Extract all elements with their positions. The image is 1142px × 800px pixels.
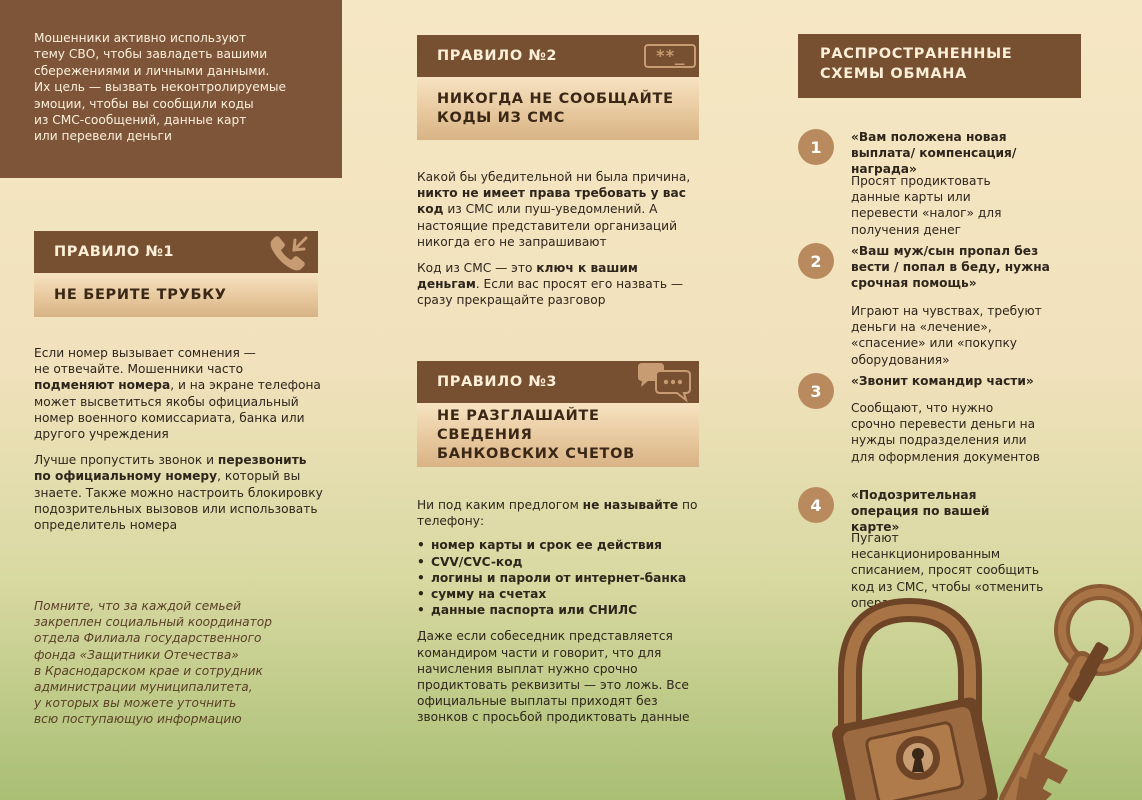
rule3-text bbox=[417, 497, 699, 736]
number-text: 2 bbox=[810, 251, 822, 271]
number-text: 3 bbox=[810, 381, 822, 401]
intro-line: Их цель — вызвать неконтролируемые bbox=[34, 80, 287, 95]
number-text: 4 bbox=[810, 495, 822, 515]
text: Какой бы убедительной ни была причина, bbox=[417, 170, 691, 184]
rule3-title-line: НЕ РАЗГЛАШАЙТЕ СВЕДЕНИЯ bbox=[437, 407, 600, 443]
intro-line: тему СВО, чтобы завладеть вашими bbox=[34, 47, 268, 62]
coordinator-note bbox=[34, 598, 334, 728]
rule2-title-line: КОДЫ ИЗ СМС bbox=[437, 109, 566, 126]
rule3-title bbox=[417, 403, 699, 467]
note-line: в Краснодарском крае и сотрудник bbox=[34, 663, 263, 678]
text: по телефону: bbox=[417, 498, 698, 529]
list-item: • сумму на счетах bbox=[417, 586, 699, 602]
note-line: администрации муниципалитета, bbox=[34, 680, 253, 695]
rule1-paragraph-2 bbox=[34, 452, 324, 533]
note-line: отдела Филиала государственного bbox=[34, 631, 262, 646]
emphasis: не называйте bbox=[582, 498, 679, 512]
text: , который вы знаете. Также можно настроить блокировку подозрительных вызовов или использовать определитель номера bbox=[34, 469, 323, 533]
password-icon-text: **_ bbox=[655, 46, 685, 65]
scheme-number bbox=[798, 373, 834, 409]
rule2-paragraph-1 bbox=[417, 169, 699, 250]
rule2-title bbox=[417, 77, 699, 140]
rule1-title bbox=[34, 273, 318, 317]
rule2-label: ПРАВИЛО №2 bbox=[437, 48, 558, 64]
note-line: у которых вы можете уточнить bbox=[34, 696, 237, 711]
text: Лучше пропустить звонок и bbox=[34, 453, 218, 468]
schemes-title-line: РАСПРОСТРАНЕННЫЕ bbox=[820, 46, 1013, 62]
scheme-description: Просят продиктовать данные карты или перевести «налог» для получения денег bbox=[851, 174, 1002, 237]
emphasis: никто не имеет права требовать у вас код bbox=[417, 186, 686, 217]
scheme-number bbox=[798, 129, 834, 165]
intro-line: из СМС-сообщений, данные карт bbox=[34, 113, 247, 128]
scheme-description: Сообщают, что нужно срочно перевести деньги на нужды подразделения или для оформления документов bbox=[851, 401, 1040, 464]
rule3-label: ПРАВИЛО №3 bbox=[437, 374, 558, 390]
password-field-icon bbox=[644, 44, 696, 68]
rule3-intro bbox=[417, 497, 699, 529]
scheme-description: Играют на чувствах, требуют деньги на «лечение», «спасение» или «покупку оборудования» bbox=[851, 304, 1042, 367]
note-line: Помните, что за каждой семьей bbox=[34, 599, 241, 613]
rule3-bullet-list bbox=[417, 537, 699, 618]
phone-icon bbox=[266, 232, 314, 274]
rule3-title-line: БАНКОВСКИХ СЧЕТОВ bbox=[437, 445, 635, 462]
text: . Если вас просят его назвать — сразу прекращайте разговор bbox=[417, 277, 684, 308]
scheme-number bbox=[798, 487, 834, 523]
chat-bubbles-icon bbox=[634, 361, 694, 403]
emphasis: перезвонить по официальному номеру bbox=[34, 453, 307, 484]
text: из СМС или пуш-уведомлений. А настоящие представители организаций никогда его не запрашивают bbox=[417, 202, 678, 249]
scheme-title: «Подозрительная операция по вашей карте» bbox=[851, 488, 990, 535]
rule3-paragraph-2: Даже если собеседник представляется командиром части и говорит, что для начисления выплат нужно срочно продиктовать реквизиты — это ложь. Все официальные выплаты приходят без звонков с просьбой продиктовать данные bbox=[417, 629, 690, 725]
text: Ни под каким предлогом bbox=[417, 498, 583, 512]
padlock-and-key-icon bbox=[820, 580, 1142, 800]
rule1-label: ПРАВИЛО №1 bbox=[54, 244, 175, 260]
rule1-paragraph-1 bbox=[34, 345, 324, 442]
rule1-text bbox=[34, 345, 324, 543]
rule2-paragraph-2 bbox=[417, 260, 699, 309]
scheme-title: «Вам положена новая выплата/ компенсация/награда» bbox=[851, 130, 1017, 177]
note-line: закреплен социальный координатор bbox=[34, 615, 272, 630]
rule1-title-text: НЕ БЕРИТЕ ТРУБКУ bbox=[54, 286, 227, 303]
text: , и на экране телефона может высветиться якобы официальный номер военного комиссариата, банка или другого учреждения bbox=[34, 378, 321, 442]
text: не отвечайте. Мошенники часто bbox=[34, 362, 244, 377]
list-item: • данные паспорта или СНИЛС bbox=[417, 602, 699, 618]
text: Если номер вызывает сомнения — bbox=[34, 346, 256, 360]
rule2-text bbox=[417, 169, 699, 319]
scheme-title: «Ваш муж/сын пропал без вести / попал в беду, нужна срочная помощь» bbox=[851, 244, 1050, 291]
intro-block bbox=[0, 0, 342, 178]
scheme-description: Пугают несанкционированным списанием, просят сообщить код из СМС, чтобы «отменить операцию» bbox=[851, 531, 1044, 610]
rule2-title-line: НИКОГДА НЕ СООБЩАЙТЕ bbox=[437, 90, 674, 107]
intro-line: сбережениями и личными данными. bbox=[34, 63, 270, 78]
list-item: • логины и пароли от интернет-банка bbox=[417, 570, 699, 586]
emphasis: подменяют номера bbox=[34, 378, 171, 393]
list-item: • CVV/CVC-код bbox=[417, 554, 699, 570]
scheme-number bbox=[798, 243, 834, 279]
note-line: всю поступающую информацию bbox=[34, 712, 242, 727]
schemes-title-line: СХЕМЫ ОБМАНА bbox=[820, 66, 968, 82]
schemes-header bbox=[798, 34, 1081, 98]
scheme-title: «Звонит командир части» bbox=[851, 374, 1034, 388]
note-line: фонда «Защитники Отечества» bbox=[34, 647, 239, 662]
intro-line: Мошенники активно используют bbox=[34, 31, 247, 45]
emphasis: ключ к вашим деньгам bbox=[417, 261, 638, 292]
list-item: • номер карты и срок ее действия bbox=[417, 537, 699, 553]
intro-line: эмоции, чтобы вы сообщили коды bbox=[34, 96, 254, 111]
text: Код из СМС — это bbox=[417, 261, 537, 276]
intro-line: или перевели деньги bbox=[34, 129, 172, 144]
number-text: 1 bbox=[810, 137, 822, 157]
